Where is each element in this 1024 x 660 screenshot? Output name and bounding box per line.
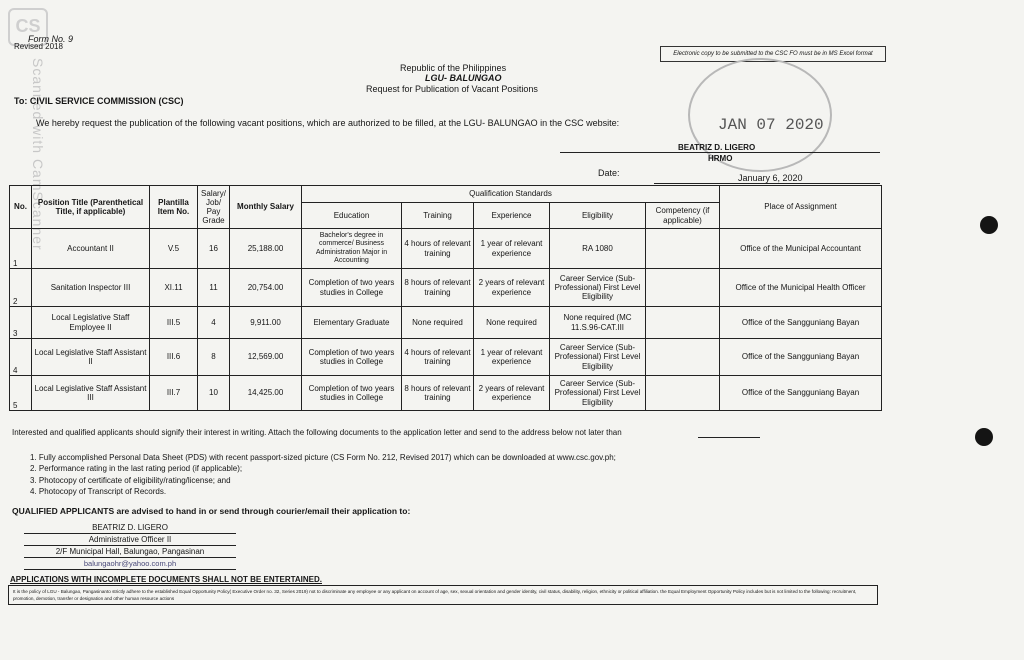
cell-training: None required [402, 307, 474, 339]
cell-eligibility: Career Service (Sub-Professional) First Level Eligibility [550, 376, 646, 411]
header-place: Place of Assignment [720, 186, 882, 229]
cell-salary: 25,188.00 [230, 229, 302, 269]
table-row [10, 339, 882, 376]
cell-competency [646, 339, 720, 376]
address-office: 2/F Municipal Hall, Balungao, Pangasinan [24, 546, 236, 558]
list-item: 2. Performance rating in the last rating period (if applicable); [30, 464, 243, 474]
cell-training: 8 hours of relevant training [402, 376, 474, 411]
cell-no: 3 [10, 307, 32, 339]
header-eligibility: Eligibility [550, 203, 646, 229]
address-name: BEATRIZ D. LIGERO [24, 522, 236, 534]
form-revised: Revised 2018 [14, 42, 63, 51]
signature-line [560, 152, 880, 153]
requirements-list [30, 452, 616, 498]
cell-education: Elementary Graduate [302, 307, 402, 339]
date-label: Date: [598, 168, 620, 178]
cell-item: V.5 [150, 229, 198, 269]
header-qualification-standards: Qualification Standards [302, 186, 720, 203]
cell-place: Office of the Municipal Accountant [720, 229, 882, 269]
cell-grade: 8 [198, 339, 230, 376]
cell-competency [646, 229, 720, 269]
cell-eligibility: Career Service (Sub-Professional) First Level Eligibility [550, 339, 646, 376]
cell-experience: 1 year of relevant experience [474, 339, 550, 376]
cell-place: Office of the Municipal Health Officer [720, 269, 882, 307]
header-position: Position Title (Parenthetical Title, if applicable) [32, 186, 150, 229]
cell-salary: 9,911.00 [230, 307, 302, 339]
table-row [10, 307, 882, 339]
cell-training: 8 hours of relevant training [402, 269, 474, 307]
cell-training: 4 hours of relevant training [402, 229, 474, 269]
list-item: 1. Fully accomplished Personal Data Sheet (PDS) with recent passport-sized picture (CS Form No. 212, Revised 2017) which can be downloaded at www.csc.gov.ph; [30, 453, 616, 462]
lgu-heading: LGU- BALUNGAO [425, 73, 502, 83]
cell-no: 1 [10, 229, 32, 269]
cell-eligibility: RA 1080 [550, 229, 646, 269]
qualified-applicants-note: QUALIFIED APPLICANTS are advised to hand in or send through courier/email their application to: [12, 506, 411, 516]
cell-place: Office of the Sangguniang Bayan [720, 307, 882, 339]
cell-experience: 2 years of relevant experience [474, 376, 550, 411]
intro-paragraph: We hereby request the publication of the following vacant positions, which are authorized to be filled, at the LGU- BALUNGAO in the CSC website: [36, 118, 620, 128]
signatory-name: BEATRIZ D. LIGERO [678, 143, 756, 152]
incomplete-warning: APPLICATIONS WITH INCOMPLETE DOCUMENTS SHALL NOT BE ENTERTAINED. [10, 575, 322, 584]
cell-item: XI.11 [150, 269, 198, 307]
cell-grade: 4 [198, 307, 230, 339]
signatory-title: HRMO [708, 154, 733, 163]
cell-competency [646, 269, 720, 307]
cell-item: III.7 [150, 376, 198, 411]
binder-hole-icon [980, 216, 998, 234]
cell-position: Local Legislative Staff Assistant II [32, 339, 150, 376]
address-email: balungaohr@yahoo.com.ph [24, 558, 236, 570]
date-line [654, 183, 880, 184]
cell-place: Office of the Sangguniang Bayan [720, 376, 882, 411]
form-number: Form No. 9 [28, 34, 74, 44]
list-item: 3. Photocopy of certificate of eligibility/rating/license; and [30, 475, 231, 485]
mailing-address [24, 522, 236, 570]
header-education: Education [302, 203, 402, 229]
binder-hole-icon [975, 428, 993, 446]
date-value: January 6, 2020 [738, 173, 803, 183]
electronic-copy-note: Electronic copy to be submitted to the CSC FO must be in MS Excel format [660, 46, 886, 62]
cell-competency [646, 376, 720, 411]
cell-experience: 1 year of relevant experience [474, 229, 550, 269]
cell-eligibility: Career Service (Sub-Professional) First Level Eligibility [550, 269, 646, 307]
scanner-watermark: Scanned with CamScanner [30, 58, 46, 251]
cell-item: III.6 [150, 339, 198, 376]
table-row [10, 376, 882, 411]
address-title: Administrative Officer II [24, 534, 236, 546]
deadline-blank [698, 437, 760, 438]
list-item: 4. Photocopy of Transcript of Records. [30, 487, 167, 497]
header-competency: Competency (if applicable) [646, 203, 720, 229]
cell-no: 2 [10, 269, 32, 307]
header-experience: Experience [474, 203, 550, 229]
header-no: No. [10, 186, 32, 229]
header-salary-grade: Salary/ Job/ Pay Grade [198, 186, 230, 229]
cell-position: Accountant II [32, 229, 150, 269]
cell-competency [646, 307, 720, 339]
cell-item: III.5 [150, 307, 198, 339]
cell-position: Local Legislative Staff Assistant III [32, 376, 150, 411]
header-monthly-salary: Monthly Salary [230, 186, 302, 229]
cell-education: Bachelor's degree in commerce/ Business Administration Major in Accounting [302, 229, 402, 269]
cell-grade: 10 [198, 376, 230, 411]
cell-salary: 14,425.00 [230, 376, 302, 411]
republic-heading: Republic of the Philippines [400, 63, 507, 73]
cell-education: Completion of two years studies in College [302, 376, 402, 411]
table-row [10, 269, 882, 307]
cell-no: 5 [10, 376, 32, 411]
camscanner-logo-icon: CS [8, 8, 48, 46]
header-plantilla: Plantilla Item No. [150, 186, 198, 229]
vacant-positions-table [9, 185, 882, 411]
stamp-date: JAN 07 2020 [718, 116, 824, 134]
cell-place: Office of the Sangguniang Bayan [720, 339, 882, 376]
cell-no: 4 [10, 339, 32, 376]
request-heading: Request for Publication of Vacant Positions [366, 84, 538, 94]
cell-training: 4 hours of relevant training [402, 339, 474, 376]
cell-eligibility: None required (MC 11.S.96-CAT.III [550, 307, 646, 339]
cell-education: Completion of two years studies in College [302, 339, 402, 376]
table-row [10, 229, 882, 269]
cell-salary: 12,569.00 [230, 339, 302, 376]
closing-paragraph: Interested and qualified applicants should signify their interest in writing. Attach the following documents to the application letter and send to the address below not later than [12, 428, 622, 437]
cell-grade: 11 [198, 269, 230, 307]
addressee: To: CIVIL SERVICE COMMISSION (CSC) [14, 96, 184, 106]
cell-grade: 16 [198, 229, 230, 269]
cell-salary: 20,754.00 [230, 269, 302, 307]
cell-position: Local Legislative Staff Employee II [32, 307, 150, 339]
header-training: Training [402, 203, 474, 229]
cell-education: Completion of two years studies in College [302, 269, 402, 307]
cell-position: Sanitation Inspector III [32, 269, 150, 307]
cell-experience: 2 years of relevant experience [474, 269, 550, 307]
equal-opportunity-policy: It is the policy of LGU - Balungao, Pangasinanto strictly adhere to the established Equal Opportunity Policy( Executive Order no. 32, Series 2019) not to discriminate any employee or any applicant on account of age, sex, sexual orientation and gender identity, civil status, disability, religion, ethnicity or political affiliation. the Equal Employment Opportunity Policy includes but is not limited to the following: recruitment, promotion, demotion, transfer or designation and other human resource actions [8, 585, 878, 605]
cell-experience: None required [474, 307, 550, 339]
